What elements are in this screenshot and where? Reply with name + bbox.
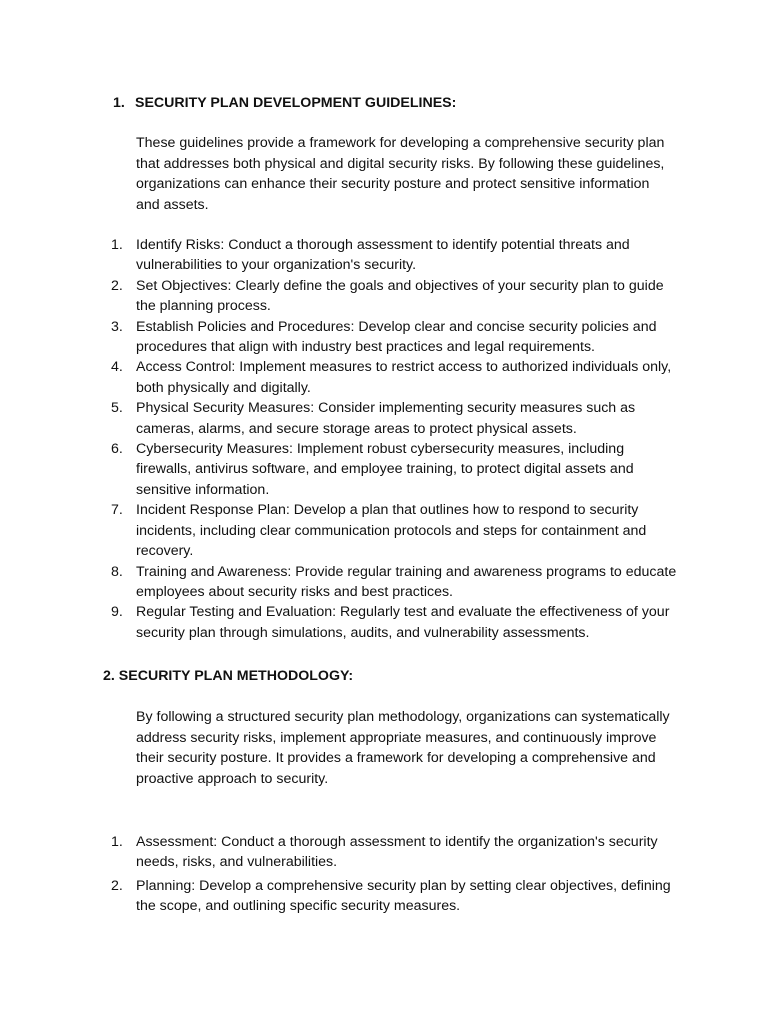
list-item (0, 562, 678, 603)
section-1-heading (113, 93, 456, 113)
list-marker: 8. (111, 563, 123, 580)
list-item (0, 398, 678, 439)
list-item-text: Physical Security Measures: Consider implementing security measures such as cameras, alarms, and secure storage areas to protect physical assets. (136, 400, 636, 437)
list-marker: 6. (111, 441, 123, 458)
list-marker: 1. (111, 834, 123, 850)
list-item (0, 276, 678, 317)
list-item-text: Establish Policies and Procedures: Develop clear and concise security policies and procedures that align with industry best practices and legal requirements. (136, 318, 657, 356)
list-marker: 4. (111, 359, 123, 376)
list-item (0, 832, 678, 873)
section-1-number: 1. (113, 95, 125, 111)
list-item-text: Set Objectives: Clearly define the goals and objectives of your security plan to guide the planning process. (136, 277, 664, 315)
list-item (0, 357, 678, 398)
list-item (0, 235, 678, 276)
section-1-title: SECURITY PLAN DEVELOPMENT GUIDELINES: (135, 95, 457, 111)
list-item (0, 317, 678, 358)
section-2-methodology-list (0, 832, 768, 917)
list-marker: 3. (111, 318, 123, 335)
list-item (0, 602, 678, 643)
section-2-heading: 2. SECURITY PLAN METHODOLOGY: (103, 668, 354, 684)
list-item-text: Assessment: Conduct a thorough assessment to identify the organization's security needs, risks, and vulnerabilities. (136, 834, 658, 871)
list-marker: 2. (111, 277, 123, 294)
list-item-text: Planning: Develop a comprehensive security plan by setting clear objectives, defining the scope, and outlining specific security measures. (136, 877, 671, 915)
list-marker: 5. (111, 400, 123, 417)
list-item-text: Regular Testing and Evaluation: Regularly test and evaluate the effectiveness of your security plan through simulations, audits, and vulnerability assessments. (136, 604, 670, 641)
list-item-text: Training and Awareness: Provide regular training and awareness programs to educate employees about security risks and best practices. (136, 563, 677, 600)
section-1-intro: These guidelines provide a framework for developing a comprehensive security plan that addresses both physical and digital security risks. By following these guidelines, organizations can enhance their security posture and protect sensitive information and assets. (136, 135, 665, 213)
list-item-text: Access Control: Implement measures to restrict access to authorized individuals only, both physically and digitally. (136, 359, 672, 396)
list-item (0, 439, 678, 500)
section-2-intro: By following a structured security plan methodology, organizations can systematically address security risks, implement appropriate measures, and continuously improve their security posture. It provides a framework for developing a comprehensive and proactive approach to security. (136, 709, 670, 787)
list-marker: 2. (111, 877, 123, 894)
list-marker: 1. (111, 237, 123, 253)
list-item-text: Cybersecurity Measures: Implement robust cybersecurity measures, including firewalls, antivirus software, and employee training, to protect digital assets and sensitive information. (136, 441, 634, 498)
section-1-guidelines-list (0, 235, 768, 643)
list-marker: 9. (111, 604, 123, 621)
list-item-text: Incident Response Plan: Develop a plan that outlines how to respond to security incidents, including clear communication protocols and steps for containment and recovery. (136, 502, 647, 560)
list-item-text: Identify Risks: Conduct a thorough assessment to identify potential threats and vulnerabilities to your organization's security. (136, 237, 630, 274)
list-marker: 7. (111, 502, 123, 519)
list-item (0, 876, 678, 917)
list-item (0, 500, 678, 561)
